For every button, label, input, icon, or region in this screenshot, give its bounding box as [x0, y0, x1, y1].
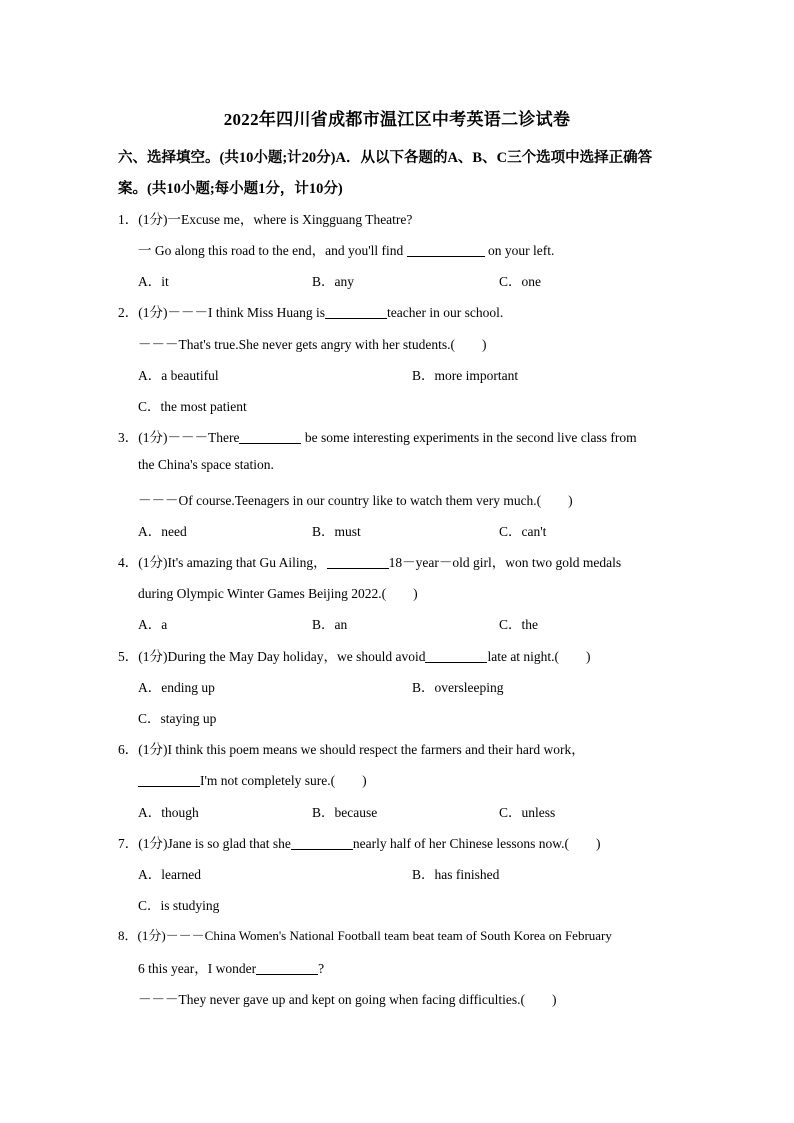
question-1-stem: 1．(1分)一Excuse me，where is Xingguang Theatre? — [118, 212, 413, 227]
question-2-blank[interactable] — [325, 304, 387, 319]
question-5-option-b[interactable]: B．oversleeping — [412, 680, 504, 695]
question-2-stem — [118, 301, 503, 321]
question-2-stem-pre: 2．(1分)－－－I think Miss Huang is — [118, 305, 325, 320]
question-3-option-c[interactable]: C．can't — [499, 524, 547, 539]
question-3-option-b[interactable]: B．must — [312, 524, 361, 539]
question-5-option-a[interactable]: A．ending up — [138, 680, 215, 695]
question-4-stem-cont: during Olympic Winter Games Beijing 2022.( ) — [138, 586, 418, 601]
question-6-option-a[interactable]: A．though — [138, 805, 199, 820]
question-2-option-c[interactable]: C．the most patient — [138, 399, 247, 414]
question-4-option-a[interactable]: A．a — [138, 617, 168, 632]
question-7-blank[interactable] — [291, 835, 353, 850]
question-8-stem-cont — [138, 957, 324, 977]
question-8-response: －－－They never gave up and kept on going when facing difficulties.( ) — [138, 992, 557, 1007]
question-5-stem-post: late at night.( ) — [487, 649, 591, 664]
question-4-option-b[interactable]: B．an — [312, 617, 348, 632]
question-3-stem-pre: 3．(1分)－－－There — [118, 430, 240, 445]
question-3-stem-post: be some interesting experiments in the second live class from — [301, 430, 637, 445]
question-1-response-pre: 一 Go along this road to the end，and you'll find — [138, 243, 407, 258]
question-6-stem: 6．(1分)I think this poem means we should respect the farmers and their hard work， — [118, 742, 585, 757]
question-7-option-b[interactable]: B．has finished — [412, 867, 500, 882]
question-7-stem — [118, 832, 601, 852]
question-2-stem-post: teacher in our school. — [387, 305, 504, 320]
question-4-stem-post: 18－year－old girl，won two gold medals — [388, 555, 622, 570]
question-1-response-post: on your left. — [484, 243, 555, 258]
question-7-option-a[interactable]: A．learned — [138, 867, 201, 882]
question-4-stem-pre: 4．(1分)It's amazing that Gu Ailing， — [118, 555, 327, 570]
question-5-stem — [118, 645, 591, 665]
question-1-response — [138, 239, 554, 259]
section-instruction-line1: 六、选择填空。(共10小题;计20分)A．从以下各题的A、B、C三个选项中选择正确答 — [118, 150, 653, 166]
question-5-option-c[interactable]: C．staying up — [138, 711, 217, 726]
question-3-stem — [118, 426, 637, 446]
question-7-option-c[interactable]: C．is studying — [138, 898, 220, 913]
question-6-option-b[interactable]: B．because — [312, 805, 378, 820]
question-4-blank[interactable] — [327, 554, 389, 569]
question-1-option-c[interactable]: C．one — [499, 274, 541, 289]
question-1-blank[interactable] — [407, 242, 485, 257]
question-8-stem-cont-post: ? — [318, 961, 325, 976]
question-5-blank[interactable] — [425, 648, 487, 663]
question-6-stem-cont — [138, 769, 367, 789]
question-8-blank[interactable] — [256, 960, 318, 975]
question-7-stem-post: nearly half of her Chinese lessons now.( ) — [352, 836, 601, 851]
question-4-stem — [118, 551, 621, 571]
question-3-option-a[interactable]: A．need — [138, 524, 187, 539]
question-3-blank[interactable] — [239, 429, 301, 444]
question-5-stem-pre: 5．(1分)During the May Day holiday，we should avoid — [118, 649, 426, 664]
question-6-stem-cont-post: I'm not completely sure.( ) — [200, 773, 367, 788]
section-instruction-line2: 案。(共10小题;每小题1分，计10分) — [118, 181, 343, 197]
question-2-option-b[interactable]: B．more important — [412, 368, 519, 383]
question-4-option-c[interactable]: C．the — [499, 617, 538, 632]
question-3-response: －－－Of course.Teenagers in our country like to watch them very much.( ) — [138, 493, 573, 508]
question-3-stem-cont: the China's space station. — [138, 457, 274, 472]
page-title: 2022年四川省成都市温江区中考英语二诊试卷 — [223, 110, 571, 129]
question-1-option-b[interactable]: B．any — [312, 274, 354, 289]
question-7-stem-pre: 7．(1分)Jane is so glad that she — [118, 836, 291, 851]
question-6-option-c[interactable]: C．unless — [499, 805, 556, 820]
question-2-option-a[interactable]: A．a beautiful — [138, 368, 219, 383]
question-8-stem: 8．(1分)－－－China Women's National Football team beat team of South Korea on February — [118, 928, 612, 943]
question-1-option-a[interactable]: A．it — [138, 274, 169, 289]
question-2-response: －－－That's true.She never gets angry with her students.( ) — [138, 337, 487, 352]
question-8-stem-cont-pre: 6 this year，I wonder — [138, 961, 257, 976]
question-6-blank[interactable] — [138, 772, 200, 787]
